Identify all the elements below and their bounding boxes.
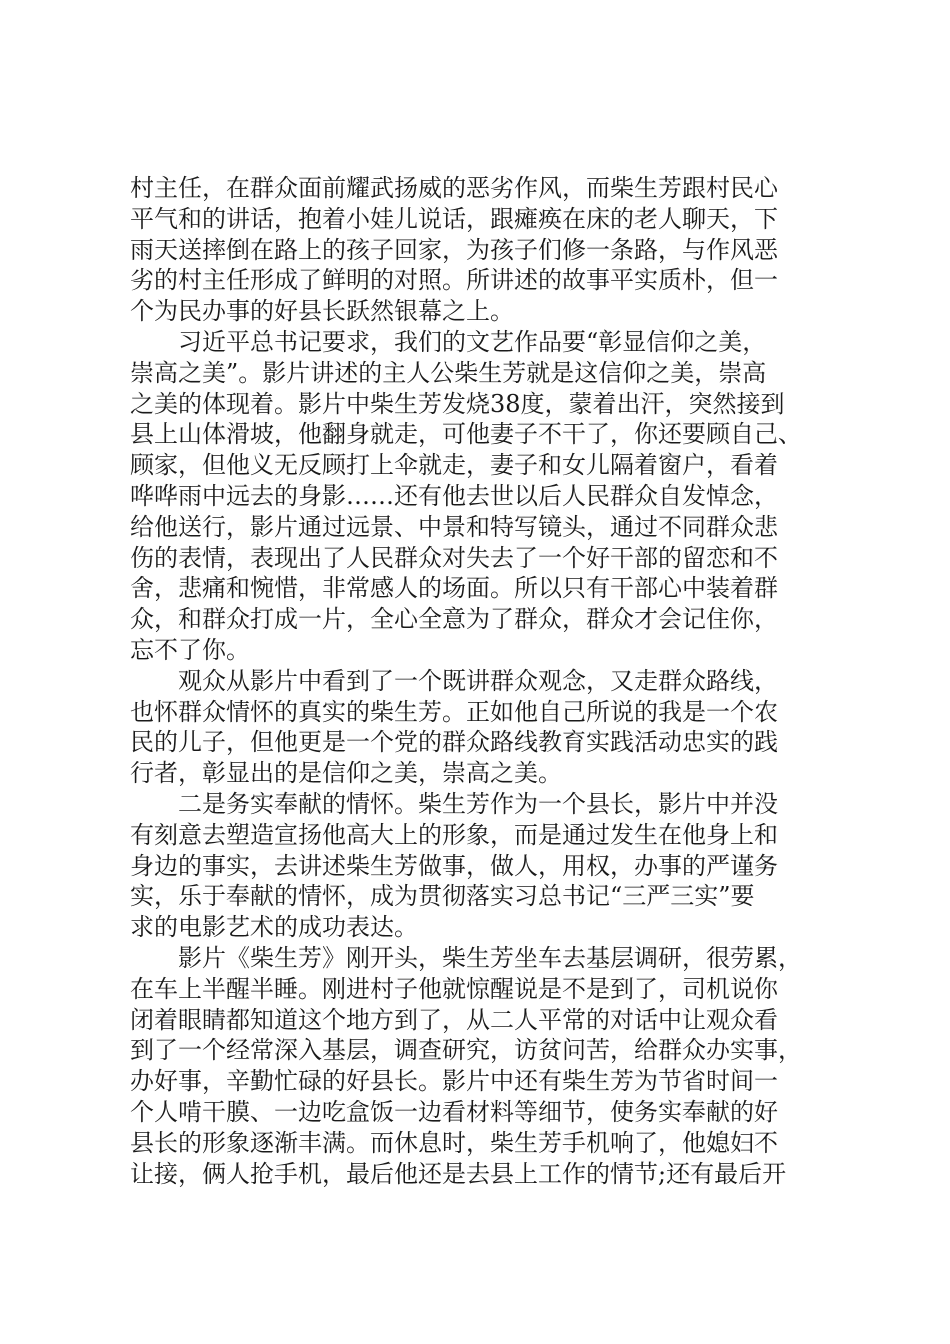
text-line: 劣的村主任形成了鲜明的对照。所讲述的故事平实质朴，但一 (130, 266, 778, 295)
text-line: 个为民办事的好县长跃然银幕之上。 (130, 297, 514, 326)
text-line: 也怀群众情怀的真实的柴生芳。正如他自己所说的我是一个农 (130, 697, 778, 726)
text-line: 实，乐于奉献的情怀，成为贯彻落实习总书记“三严三实”要 (130, 882, 755, 911)
text-line: 哗哗雨中远去的身影……还有他去世以后人民群众自发悼念， (130, 481, 778, 510)
paragraph-first-line: 二是务实奉献的情怀。柴生芳作为一个县长，影片中并没 (178, 789, 778, 818)
text-line: 个人啃干膜、一边吃盒饭一边看材料等细节，使务实奉献的好 (130, 1097, 778, 1126)
text-line: 给他送行，影片通过远景、中景和特写镜头，通过不同群众悲 (130, 512, 778, 541)
text-line: 县上山体滑坡，他翻身就走，可他妻子不干了，你还要顾自己、 (130, 420, 802, 449)
text-line: 雨天送摔倒在路上的孩子回家，为孩子们修一条路，与作风恶 (130, 235, 778, 264)
text-line: 忘不了你。 (130, 635, 250, 664)
text-line: 村主任，在群众面前耀武扬威的恶劣作风，而柴生芳跟村民心 (130, 174, 778, 202)
text-line: 办好事，辛勤忙碌的好县长。影片中还有柴生芳为节省时间一 (130, 1067, 778, 1096)
text-line: 县长的形象逐渐丰满。而休息时，柴生芳手机响了，他媳妇不 (130, 1128, 778, 1157)
text-line: 身边的事实，去讲述柴生芳做事，做人，用权，办事的严谨务 (130, 851, 778, 880)
text-line: 行者，彰显出的是信仰之美，崇高之美。 (130, 759, 562, 788)
text-line: 伤的表情，表现出了人民群众对失去了一个好干部的留恋和不 (130, 543, 778, 572)
text-line: 之美的体现着。影片中柴生芳发烧38度，蒙着出汗，突然接到 (130, 389, 785, 418)
text-line: 崇高之美”。影片讲述的主人公柴生芳就是这信仰之美，崇高 (130, 358, 767, 387)
text-line: 舍，悲痛和惋惜，非常感人的场面。所以只有干部心中装着群 (130, 574, 778, 603)
text-line: 让接，俩人抢手机，最后他还是去县上工作的情节;还有最后开 (130, 1159, 787, 1188)
text-line: 民的儿子，但他更是一个党的群众路线教育实践活动忠实的践 (130, 728, 778, 757)
text-line: 在车上半醒半睡。刚进村子他就惊醒说是不是到了，司机说你 (130, 974, 778, 1003)
text-line: 顾家，但他义无反顾打上伞就走，妻子和女儿隔着窗户，看着 (130, 451, 778, 480)
paragraph-first-line: 习近平总书记要求，我们的文艺作品要“彰显信仰之美， (178, 327, 767, 356)
text-line: 平气和的讲话，抱着小娃儿说话，跟瘫痪在床的老人聊天，下 (130, 204, 778, 233)
text-line: 众，和群众打成一片，全心全意为了群众，群众才会记住你， (130, 605, 778, 634)
text-line: 有刻意去塑造宣扬他高大上的形象，而是通过发生在他身上和 (130, 820, 778, 849)
paragraph-first-line: 观众从影片中看到了一个既讲群众观念，又走群众路线， (178, 666, 778, 695)
text-line: 闭着眼睛都知道这个地方到了，从二人平常的对话中让观众看 (130, 1005, 778, 1034)
text-line: 到了一个经常深入基层，调查研究，访贫问苦，给群众办实事， (130, 1036, 802, 1065)
document-body-text (130, 173, 825, 1189)
paragraph-first-line: 影片《柴生芳》刚开头，柴生芳坐车去基层调研，很劳累， (178, 943, 802, 972)
text-line: 求的电影艺术的成功表达。 (130, 913, 418, 942)
